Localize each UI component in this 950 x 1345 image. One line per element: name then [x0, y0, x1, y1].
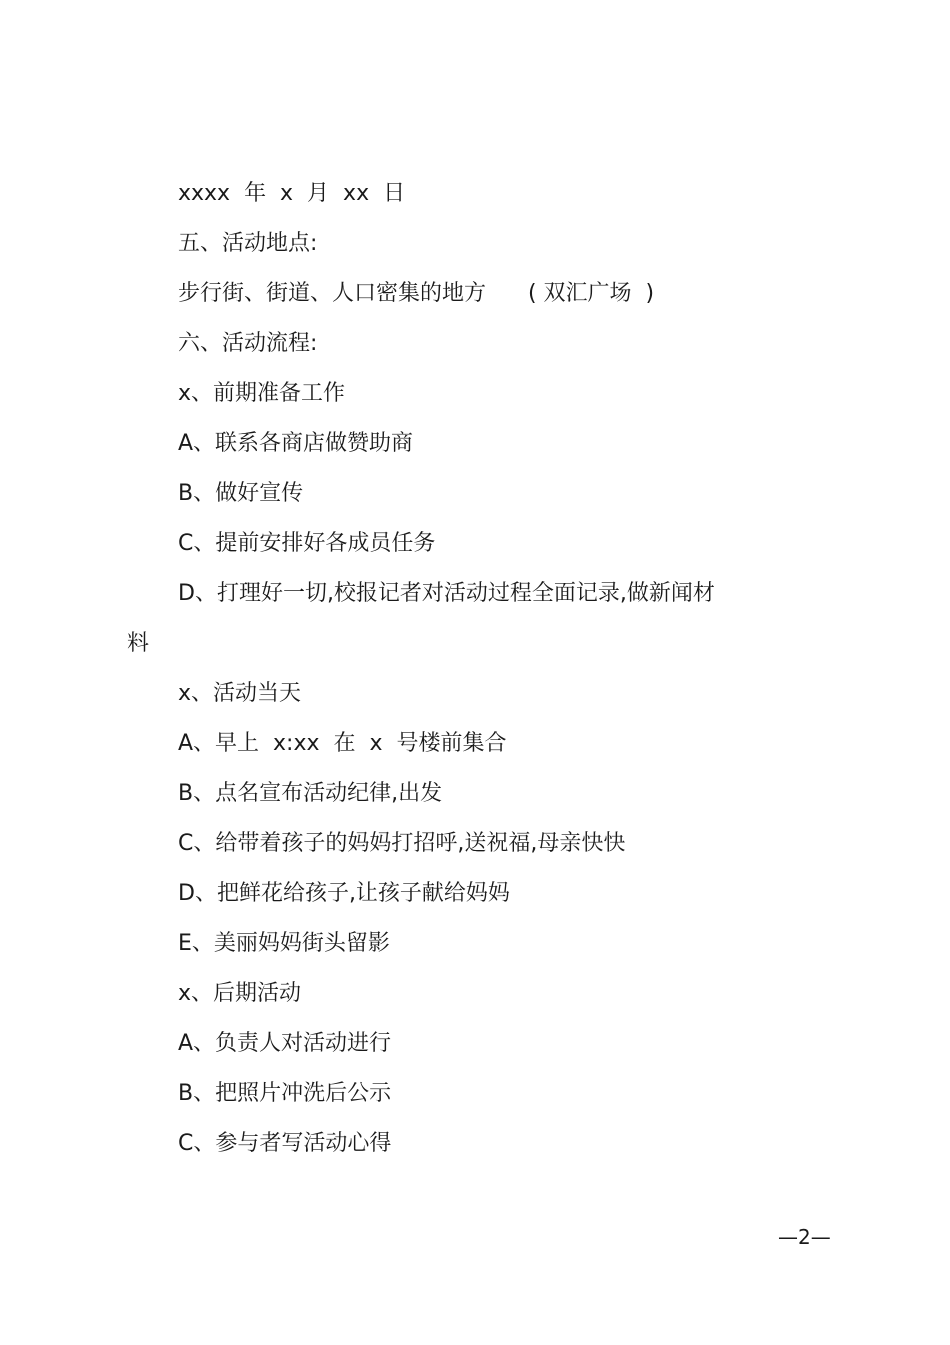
list-item: B、把照片冲洗后公示	[178, 1081, 392, 1106]
section-heading-location: 五、活动地点:	[178, 231, 318, 256]
list-item: C、参与者写活动心得	[178, 1131, 392, 1156]
subheading-preparation: x、前期准备工作	[178, 381, 346, 406]
list-item: B、点名宣布活动纪律,出发	[178, 781, 443, 806]
date-line: xxxx 年 x 月 xx 日	[178, 181, 406, 206]
list-item: D、打理好一切,校报记者对活动过程全面记录,做新闻材	[178, 581, 715, 606]
location-text: 步行街、街道、人口密集的地方 ( 双汇广场 )	[178, 281, 655, 306]
list-item: B、做好宣传	[178, 481, 304, 506]
page-number: —2—	[778, 1225, 831, 1249]
list-item: A、联系各商店做赞助商	[178, 431, 414, 456]
section-heading-process: 六、活动流程:	[178, 331, 318, 356]
list-item: E、美丽妈妈街头留影	[178, 931, 390, 956]
subheading-post-activity: x、后期活动	[178, 981, 302, 1006]
list-item-continuation: 料	[127, 631, 150, 656]
list-item: D、把鲜花给孩子,让孩子献给妈妈	[178, 881, 510, 906]
subheading-event-day: x、活动当天	[178, 681, 302, 706]
list-item: C、给带着孩子的妈妈打招呼,送祝福,母亲快快	[178, 831, 626, 856]
list-item: C、提前安排好各成员任务	[178, 531, 436, 556]
list-item: A、早上 x:xx 在 x 号楼前集合	[178, 731, 507, 756]
list-item: A、负责人对活动进行	[178, 1031, 392, 1056]
